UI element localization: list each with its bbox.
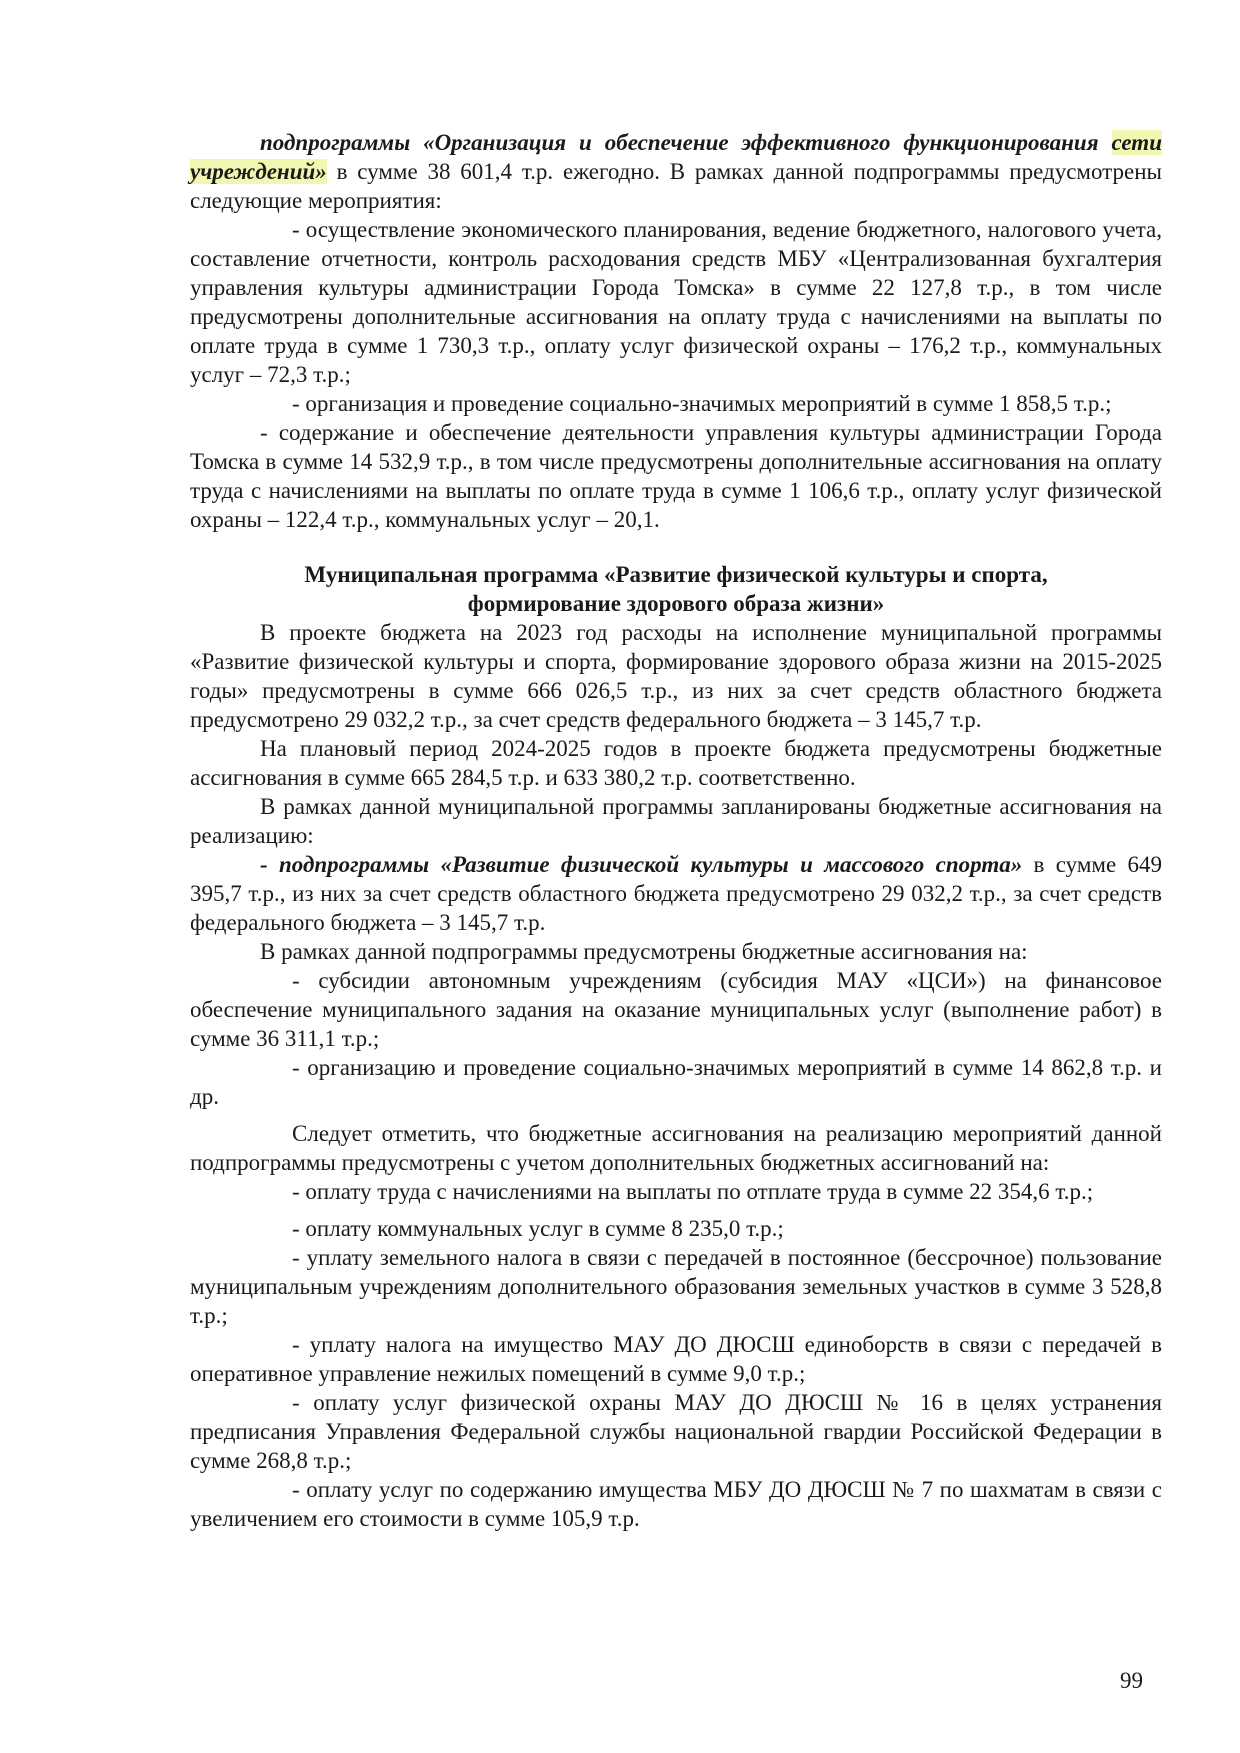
subprogram-sport-title: - подпрограммы «Развитие физической культуры и массового спорта» <box>260 852 1023 877</box>
list-item: - оплату услуг физической охраны МАУ ДО ДЮСШ № 16 в целях устранения предписания Управления Федеральной службы национальной гвардии Российской Федерации в сумме 268,8 т.р.; <box>190 1390 1162 1473</box>
paragraph: На плановый период 2024-2025 годов в проекте бюджета предусмотрены бюджетные ассигнования в сумме 665 284,5 т.р. и 633 380,2 т.р. соответственно. <box>190 736 1162 790</box>
list-item: - организация и проведение социально-значимых мероприятий в сумме 1 858,5 т.р.; <box>292 391 1112 416</box>
list-item: - уплату налога на имущество МАУ ДО ДЮСШ единоборств в связи с передачей в оперативное управление нежилых помещений в сумме 9,0 т.р.; <box>190 1332 1162 1386</box>
subprogram-title-end: сети учреждений» <box>190 130 1162 184</box>
list-item: - субсидии автономным учреждениям (субсидия МАУ «ЦСИ») на финансовое обеспечение муниципального задания на оказание муниципальных услуг (выполнение работ) в сумме 36 311,1 т.р.; <box>190 968 1162 1051</box>
list-item: - оплату труда с начислениями на выплаты по отплате труда в сумме 22 354,6 т.р.; <box>292 1179 1094 1204</box>
document-body <box>190 128 1162 1533</box>
list-item: - уплату земельного налога в связи с передачей в постоянное (бессрочное) пользование муниципальным учреждениям дополнительного образования земельных участков в сумме 3 528,8 т.р.; <box>190 1245 1162 1328</box>
list-item: - содержание и обеспечение деятельности управления культуры администрации Города Томска в сумме 14 532,9 т.р., в том числе предусмотрены дополнительные ассигнования на оплату труда с начислениями на выплаты по оплате труда в сумме 1 106,6 т.р., оплату услуг физической охраны – 122,4 т.р., коммунальных услуг – 20,1. <box>190 420 1162 532</box>
list-item: - организацию и проведение социально-значимых мероприятий в сумме 14 862,8 т.р. и др. <box>190 1055 1162 1109</box>
list-item: - оплату услуг по содержанию имущества МБУ ДО ДЮСШ № 7 по шахматам в связи с увеличением его стоимости в сумме 105,9 т.р. <box>190 1477 1162 1531</box>
list-item: - оплату коммунальных услуг в сумме 8 235,0 т.р.; <box>292 1216 784 1241</box>
paragraph: Следует отметить, что бюджетные ассигнования на реализацию мероприятий данной подпрограммы предусмотрены с учетом дополнительных бюджетных ассигнований на: <box>190 1121 1162 1175</box>
subprogram-title: подпрограммы «Организация и обеспечение эффективного функционирования <box>260 130 1099 155</box>
paragraph: В проекте бюджета на 2023 год расходы на исполнение муниципальной программы «Развитие физической культуры и спорта, формирование здорового образа жизни на 2015-2025 годы» предусмотрены в сумме 666 026,5 т.р., из них за счет средств областного бюджета предусмотрено 29 032,2 т.р., за счет средств федерального бюджета – 3 145,7 т.р. <box>190 620 1162 732</box>
paragraph: В рамках данной подпрограммы предусмотрены бюджетные ассигнования на: <box>260 939 1028 964</box>
section-heading <box>190 560 1162 618</box>
page-number: 99 <box>1120 1668 1143 1693</box>
subprogram-sport-text: в сумме 649 395,7 т.р., из них за счет средств областного бюджета предусмотрено 29 032,2 т.р., за счет средств федерального бюджета – 3 145,7 т.р. <box>190 852 1162 935</box>
subprogram-intro-text: в сумме 38 601,4 т.р. ежегодно. В рамках данной подпрограммы предусмотрены следующие мероприятия: <box>190 159 1162 213</box>
paragraph-subprogram <box>190 850 1162 937</box>
section-heading-line1: Муниципальная программа «Развитие физической культуры и спорта, <box>304 562 1048 587</box>
list-item: - осуществление экономического планирования, ведение бюджетного, налогового учета, составление отчетности, контроль расходования средств МБУ «Централизованная бухгалтерия управления культуры администрации Города Томска» в сумме 22 127,8 т.р., в том числе предусмотрены дополнительные ассигнования на оплату труда с начислениями на выплаты по оплате труда в сумме 1 730,3 т.р., оплату услуг физической охраны – 176,2 т.р., коммунальных услуг – 72,3 т.р.; <box>190 217 1162 387</box>
paragraph-subprogram-intro <box>190 128 1162 215</box>
section-heading-line2: формирование здорового образа жизни» <box>467 591 885 616</box>
paragraph: В рамках данной муниципальной программы запланированы бюджетные ассигнования на реализацию: <box>190 794 1162 848</box>
